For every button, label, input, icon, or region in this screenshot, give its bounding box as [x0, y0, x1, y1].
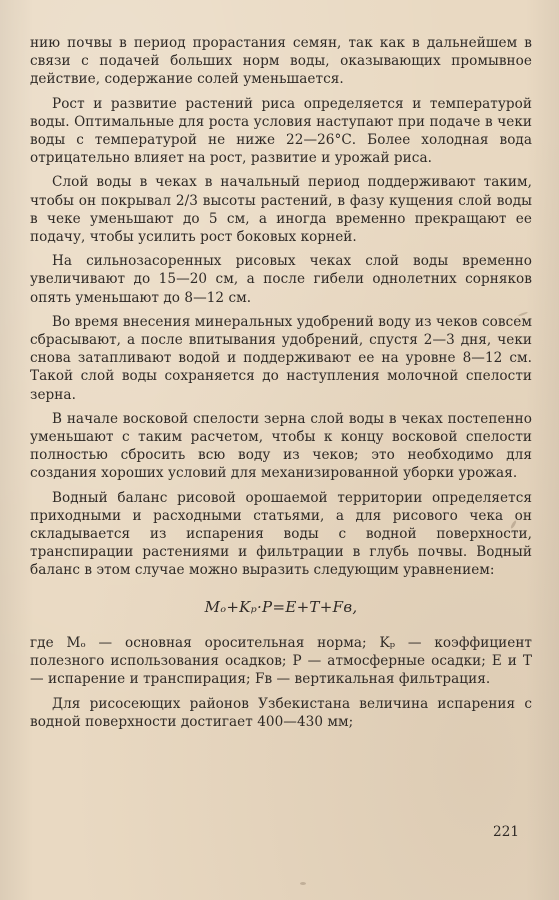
- paragraph-formula-legend: где Mₒ — основная оросительная норма; Kₚ — коэффициент полезного использования осадков; P — атмосферные осадки; E и T — испарение и транспирация; Fв — вертикальная фильтрация.: [30, 634, 532, 688]
- paragraph-water-layer: Слой воды в чеках в начальный период поддерживают таким, чтобы он покрывал 2/3 высоты растений, в фазу кущения слой воды в чеке уменьшают до 5 см, а иногда временно прекращают ее подачу, чтобы усилить рост боковых корней.: [30, 174, 532, 246]
- paragraph-wax-ripeness: В начале восковой спелости зерна слой воды в чеках постепенно уменьшают с таким расчетом, чтобы к концу восковой спелости полностью сбросить всю воду из чеков; это необходимо для создания хороших условий для механизированной уборки урожая.: [30, 410, 532, 482]
- paragraph-fertilizers: Во время внесения минеральных удобрений воду из чеков совсем сбрасывают, а после впитывания удобрений, спустя 2—3 дня, чеки снова затапливают водой и поддерживают ее на уровне 8—12 см. Такой слой воды сохраняется до наступления молочной спелости зерна.: [30, 313, 532, 403]
- water-balance-formula: Mₒ+Kₚ·P=E+T+Fв,: [204, 597, 358, 616]
- page-text: [30, 34, 532, 737]
- paper-spot: [300, 882, 306, 885]
- paragraph-weedy-checks: На сильнозасоренных рисовых чеках слой воды временно увеличивают до 15—20 см, а после гибели однолетних сорняков опять уменьшают до 8—12 см.: [30, 253, 532, 306]
- page-number: 221: [493, 824, 519, 840]
- paragraph-water-balance: Водный баланс рисовой орошаемой территории определяется приходными и расходными статьями, а для рисового чека он складывается из испарения воды с водной поверхности, транспирации растениями и фильтрации в глубь почвы. Водный баланс в этом случае можно выразить следующим уравнением:: [30, 489, 532, 579]
- paragraph-uzbekistan-evaporation: Для рисосеющих районов Узбекистана величина испарения с водной поверхности достигает 400—430 мм;: [30, 695, 532, 730]
- paragraph-water-temperature: Рост и развитие растений риса определяется и температурой воды. Оптимальные для роста условия наступают при подаче в чеки воды с температурой не ниже 22—26°С. Более холодная вода отрицательно влияет на рост, развитие и урожай риса.: [30, 95, 532, 167]
- paragraph-continued: нию почвы в период прорастания семян, так как в дальнейшем в связи с подачей больших норм воды, оказывающих промывное действие, содержание солей уменьшается.: [30, 35, 532, 88]
